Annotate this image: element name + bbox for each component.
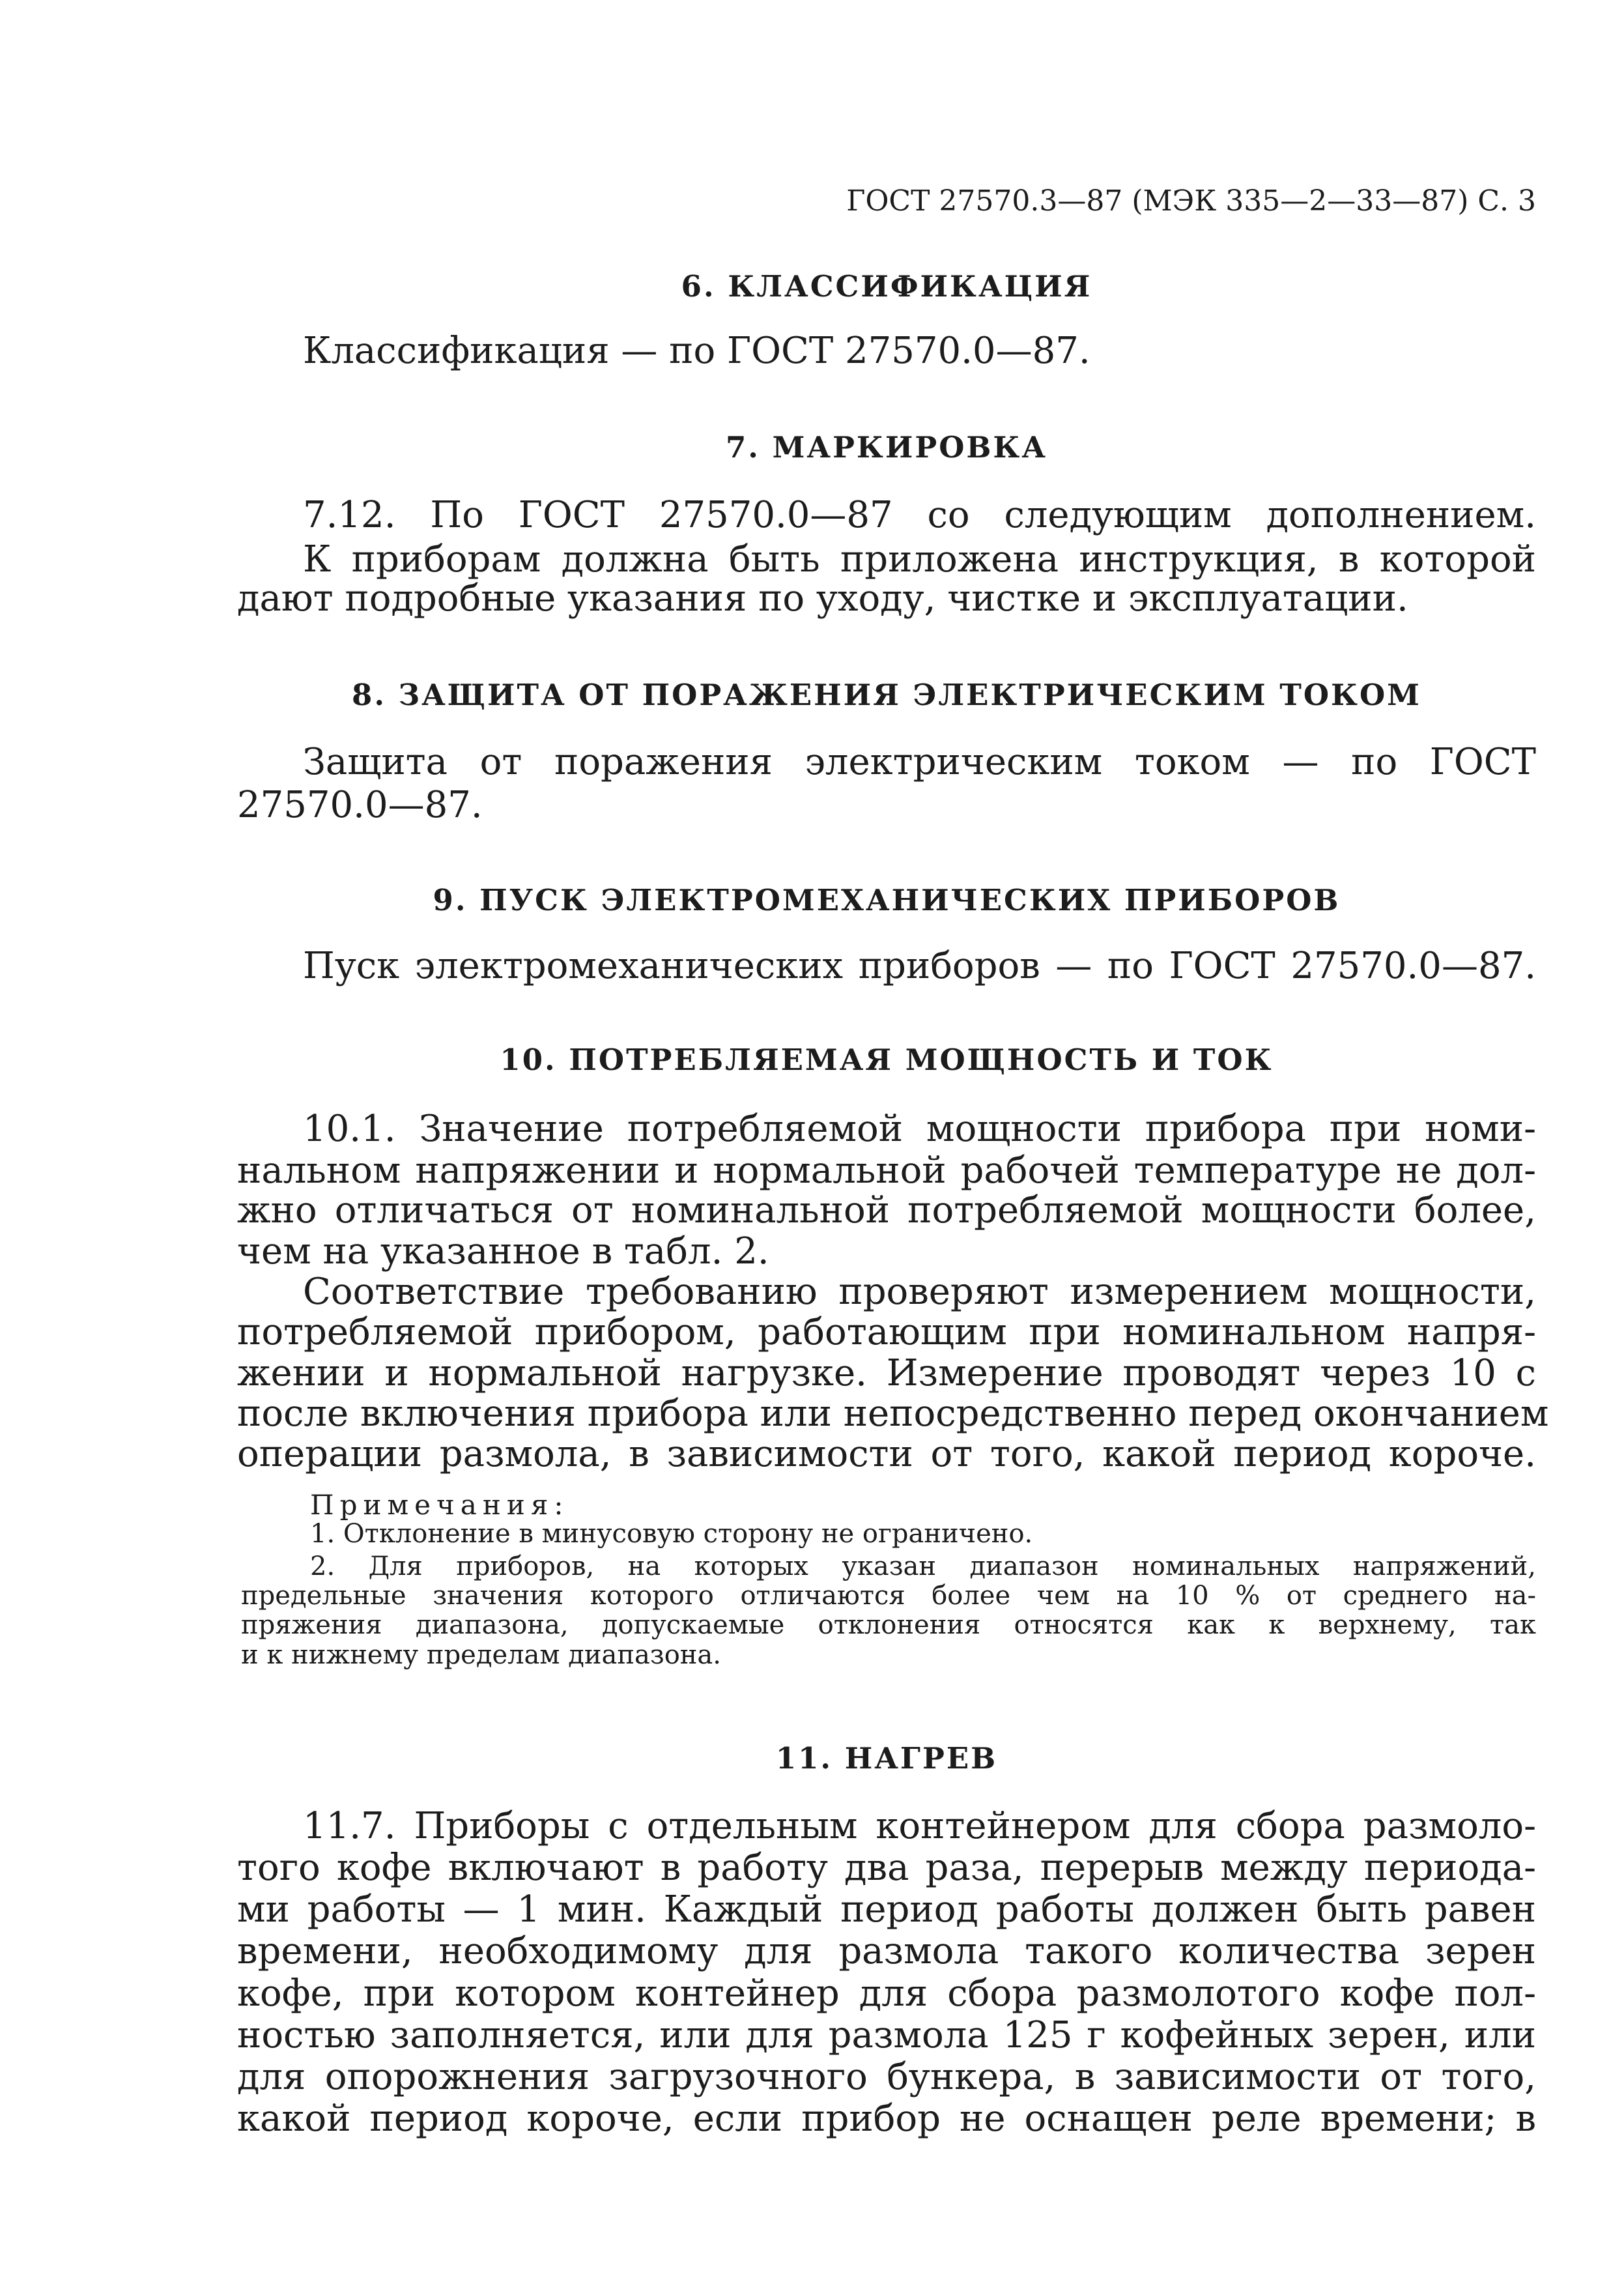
- section-8-heading: 8. ЗАЩИТА ОТ ПОРАЖЕНИЯ ЭЛЕКТРИЧЕСКИМ ТОКОМ: [352, 678, 1421, 712]
- section-9-text: Пуск электромеханических приборов — по ГОСТ 27570.0—87.: [303, 945, 1536, 987]
- note-line: 2. Для приборов, на которых указан диапазон номинальных напряжений,: [310, 1551, 1536, 1581]
- section-11-heading: 11. НАГРЕВ: [775, 1741, 998, 1776]
- section-10-line: чем на указанное в табл. 2.: [237, 1230, 769, 1273]
- section-9-heading: 9. ПУСК ЭЛЕКТРОМЕХАНИЧЕСКИХ ПРИБОРОВ: [433, 883, 1341, 917]
- section-11-line: ностью заполняется, или для размола 125 г кофейных зерен, или: [237, 2014, 1536, 2056]
- section-11-line: какой период короче, если прибор не оснащен реле времени; в: [237, 2097, 1536, 2140]
- section-10-line: жении и нормальной нагрузке. Измерение проводят через 10 с: [237, 1352, 1536, 1394]
- note-line: и к нижнему пределам диапазона.: [241, 1640, 721, 1670]
- section-10-line: 10.1. Значение потребляемой мощности прибора при номи-: [303, 1108, 1536, 1150]
- notes-title: Примечания:: [310, 1489, 569, 1521]
- section-10-heading: 10. ПОТРЕБЛЯЕМАЯ МОЩНОСТЬ И ТОК: [500, 1043, 1274, 1077]
- page-header: ГОСТ 27570.3—87 (МЭК 335—2—33—87) С. 3: [846, 184, 1536, 218]
- section-8-line: 27570.0—87.: [237, 784, 483, 826]
- section-10-line: нальном напряжении и нормальной рабочей температуре не дол-: [237, 1149, 1536, 1192]
- section-11-line: ми работы — 1 мин. Каждый период работы должен быть равен: [237, 1888, 1536, 1931]
- section-11-line: кофе, при котором контейнер для сбора размолотого кофе пол-: [237, 1972, 1536, 2015]
- note-line: 1. Отклонение в минусовую сторону не ограничено.: [310, 1519, 1033, 1549]
- section-8-line: Защита от поражения электрическим током — по ГОСТ: [303, 741, 1536, 783]
- section-7-line: К приборам должна быть приложена инструкция, в которой: [303, 538, 1536, 581]
- section-10-line: после включения прибора или непосредственно перед окончанием: [237, 1392, 1549, 1435]
- section-7-line: дают подробные указания по уходу, чистке и эксплуатации.: [237, 577, 1408, 620]
- section-10-line: Соответствие требованию проверяют измерением мощности,: [303, 1271, 1536, 1313]
- section-10-line: операции размола, в зависимости от того, какой период короче.: [237, 1433, 1536, 1475]
- section-6-heading: 6. КЛАССИФИКАЦИЯ: [681, 269, 1092, 304]
- section-11-line: 11.7. Приборы с отдельным контейнером для сбора размоло-: [303, 1805, 1536, 1847]
- note-line: пряжения диапазона, допускаемые отклонения относятся как к верхнему, так: [241, 1610, 1536, 1640]
- section-10-line: жно отличаться от номинальной потребляемой мощности более,: [237, 1189, 1536, 1232]
- section-6-text: Классификация — по ГОСТ 27570.0—87.: [303, 330, 1090, 372]
- note-line: предельные значения которого отличаются более чем на 10 % от среднего на-: [241, 1581, 1536, 1611]
- section-7-line: 7.12. По ГОСТ 27570.0—87 со следующим дополнением.: [303, 494, 1536, 536]
- section-7-heading: 7. МАРКИРОВКА: [725, 430, 1048, 465]
- section-11-line: времени, необходимому для размола такого количества зерен: [237, 1930, 1536, 1972]
- section-11-line: для опорожнения загрузочного бункера, в зависимости от того,: [237, 2056, 1536, 2098]
- section-11-line: того кофе включают в работу два раза, перерыв между периода-: [237, 1847, 1536, 1889]
- section-10-line: потребляемой прибором, работающим при номинальном напря-: [237, 1311, 1536, 1353]
